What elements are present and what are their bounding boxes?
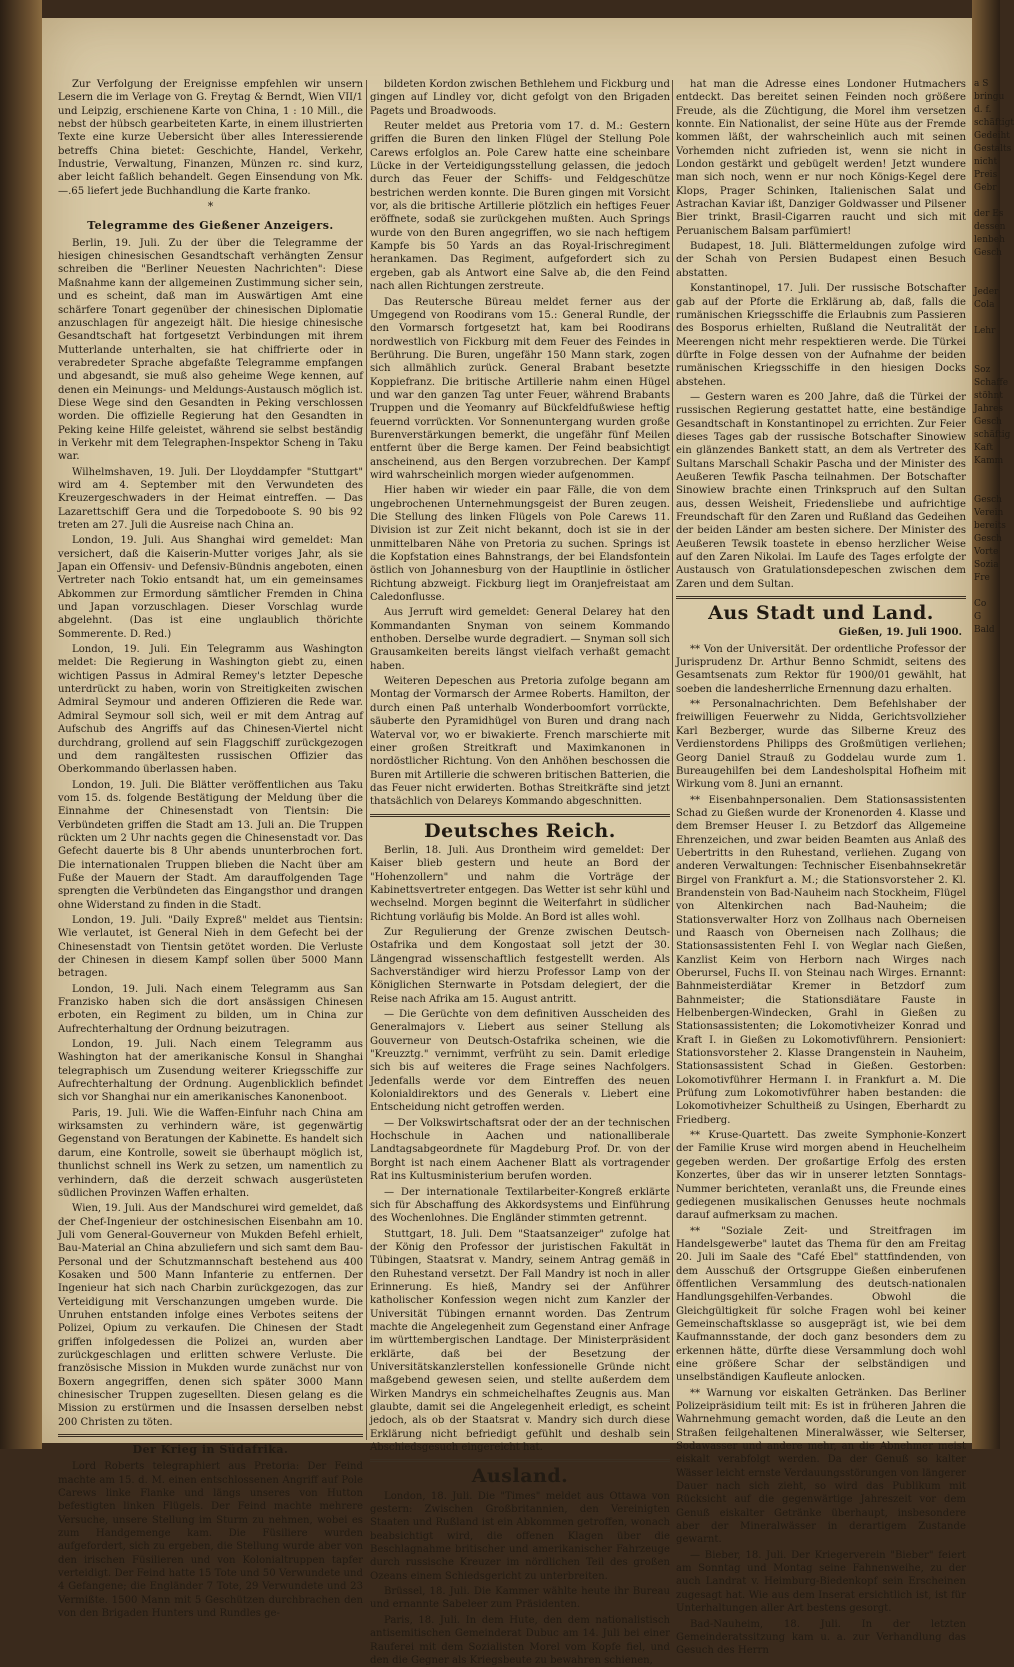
dateline: Gießen, 19. Juli 1900.: [838, 627, 962, 639]
article-paragraph: ** "Soziale Zeit- und Streitfragen im Handelsgewerbe" lautet das Thema für den am Freitag 20. Juli im Saale des "Café Ebel" stattfindenden, von dem Ausschuß der Ortsgruppe Gießen einberufenen öffentlichen Versammlung des deutsch-nationalen Handlungsgehilfen-Verbandes. Obwohl die Gleichgültigkeit für solche Fragen wohl bei keiner Gemeinschaftsklasse so ausgeprägt ist, wie bei dem Kaufmannsstande, der doch ganz besonders dem zu erkennen hätte, dürfte diese Versammlung doch wohl eine größere Schar der selbständigen und unselbständigen Kaufleute anlocken.: [676, 1225, 966, 1384]
article-paragraph: London, 19. Juli. Nach einem Telegramm aus San Franzisko haben sich die dort ansässigen Chinesen erboten, ein Regiment zu bilden, um in China zur Aufrechterhaltung der Ordnung beizutragen.: [58, 983, 363, 1035]
article-paragraph: London, 19. Juli. Aus Shanghai wird gemeldet: Man versichert, daß die Kaiserin-Mutter voriges Jahr, als sie Japan ein Offensiv- und Defensiv-Bündnis angeboten, einen Vertreter nach Tokio entsandt hat, um ein gemeinsames Abkommen zur Ermordung sämtlicher Fremden in China und Japan vorzuschlagen. Dieser Vorschlag wurde abgelehnt. (Das ist eine unglaublich thörichte Sommerente. D. Red.): [58, 535, 363, 640]
article-paragraph: — Bieber, 18. Juli. Der Kriegerverein "Bieber" feiert am Sonntag und Montag seine Fahnenweihe, zu der auch Landrat v. Heimburg-Biedenkopf sein Erscheinen zugesagt hat. Wie aus dem Inserat ersichtlich ist, ist für Unterhaltungen aller Art bestens gesorgt.: [676, 1549, 966, 1615]
peek-line: dessen: [974, 222, 1006, 232]
peek-line: bereits: [974, 521, 1006, 531]
peek-line: Gesch: [974, 248, 1002, 258]
section-heading-stadt-und-land: Aus Stadt und Land.: [708, 602, 934, 625]
article-paragraph: London, 19. Juli. Die Blätter veröffentlichen aus Taku vom 15. ds. folgende Bestätigung der Meldung über die Einnahme der Chinesenstadt von Tientsin: Die Verbündeten griffen die Stadt am 13. Juli an. Die Truppen rückten um 2 Uhr nachts gegen die Chinesenstadt vor. Das Gefecht dauerte bis 8 Uhr abends ununterbrochen fort. Die internationalen Truppen blieben die Nacht über am Fuße der Mauern der Stadt. Am darauffolgenden Tage sprengten die Verbündeten das Eingangsthor und drangen ohne Widerstand zu finden in die Stadt.: [58, 779, 363, 911]
article-paragraph: Paris, 19. Juli. Wie die Waffen-Einfuhr nach China am wirksamsten zu verhindern wäre, ist gegenwärtig Gegenstand von Beratungen der Kabinette. Es handelt sich darum, eine Kontrolle, soweit sie überhaupt möglich ist, thunlichst schnell ins Werk zu setzen, um namentlich zu verhindern, daß die derzeit schwach ausgerüsteten südlichen Provinzen Waffen erhalten.: [58, 1107, 363, 1199]
article-paragraph: Bad-Nauheim, 18. Juli. In der letzten Gemeinderatssitzung kam u. a. zur Verhandlung das Gesuch des Herrn: [676, 1618, 966, 1657]
article-paragraph: London, 19. Juli. Ein Telegramm aus Washington meldet: Die Regierung in Washington giebt zu, einen wichtigen Passus in Admiral Remey's letzter Depesche unterdrückt zu haben, worin von Streitigkeiten zwischen Admiral Seymour und anderen Offizieren die Rede war. Admiral Seymour soll sich, weil er mit dem Antrag auf Aufschub des Angriffs auf das Chinesen-Viertel nicht durchdrang, grollend auf sein Flaggschiff zurückgezogen und dem rangältesten russischen Offizier das Oberkommando überlassen haben.: [58, 644, 363, 776]
article-paragraph: Lord Roberts telegraphiert aus Pretoria: Der Feind machte am 15. d. M. einen entschlossenen Angriff auf Pole Carews linke Flanke und längs unseres von Hutton befestigten linken Flügels. Der Feind machte mehrere Versuche, unsere Stellung im Sturm zu nehmen, wobei es zum Handgemenge kam. Die Füsiliere wurden aufgefordert, sich zu ergeben, die Stellung wurde aber von den irischen Füsilieren und von Kolonialtruppen tapfer verteidigt. Der Feind hatte 15 Tote und 50 Verwundete und 4 Gefangene; die Engländer 7 Tote, 29 Verwundete und 23 Vermißte. 1500 Mann mit 5 Geschützen durchbrachen den von den Brigaden Hunters und Rundles ge-: [58, 1461, 363, 1620]
article-paragraph: Berlin, 19. Juli. Zu der über die Telegramme der hiesigen chinesischen Gesandtschaft verhängten Zensur schreiben die "Berliner Neuesten Nachrichten": Diese Maßnahme kann der allgemeinen Zustimmung sicher sein, und es scheint, daß man im Auswärtigen Amt eine schärfere Tonart gegenüber der chinesischen Diplomatie anzuschlagen für angezeigt hält. Die hiesige chinesische Gesandtschaft hat fortgesetzt Verbindungen mit ihrem Mutterlande unterhalten, sie hat chiffrierte oder in verabredeter Sprache abgefaßte Telegramme empfangen und abgesandt, sie muß also geheime Wege kennen, auf denen ein Meinungs- und Meldungs-Austausch möglich ist. Diese Wege sind den Gesandten in Peking verschlossen worden. Die offizielle Regierung hat den Gesandten in Peking keine Hilfe geleistet, während sie selbst beständig in Verkehr mit dem Telegraphen-Inspektor Scheng in Taku war.: [58, 237, 363, 463]
peek-line: Sozia: [974, 560, 999, 570]
peek-line: [974, 468, 1014, 481]
article-paragraph: London, 19. Juli. "Daily Expreß" meldet aus Tientsin: Wie verlautet, ist General Nieh in dem Gefecht bei der Chinesenstadt von Tientsin getötet worden. Die Verluste der Chinesen in diesem Kampf sollen über 5000 Mann betragen.: [58, 914, 363, 980]
peek-line: bringu: [974, 92, 1005, 102]
article-paragraph: — Der Volkswirtschaftsrat oder der an der technischen Hochschule in Aachen und nationalliberale Landtagsabgeordnete für Magdeburg Prof. Dr. von der Borght ist nach einem Aachener Blatt als vortragender Rat ins Kultusministerium berufen worden.: [370, 1117, 670, 1183]
section-divider: [370, 1459, 670, 1462]
article-paragraph: Das Reutersche Büreau meldet ferner aus der Umgegend von Roodirans vom 15.: General Rundle, der den Vormarsch fortgesetzt hat, kam bei Roodirans nordwestlich von Fickburg mit dem Feuer des Feindes in Berührung. Die Buren, ungefähr 150 Mann stark, zogen sich allmählich zurück. General Brabant besetzte Koppiefranz. Die britische Artillerie nahm einen Hügel und war den ganzen Tag unter Feuer, während Brabants Truppen und die Yeomanry auf Bückfeldfußwiese heftig feuernd vorrückten. Vor Sonnenuntergang wurden große Burenverstärkungen bemerkt, die ungefähr fünf Meilen entfernt über die Berge kamen. Der Feind beabsichtigt anscheinend, aus den Bergen vorzubrechen. Der Kampf wird wahrscheinlich morgen wieder aufgenommen.: [370, 296, 670, 481]
article-paragraph: ** Personalnachrichten. Dem Befehlshaber der freiwilligen Feuerwehr zu Nidda, Gerichtsvollzieher Karl Bezberger, wurde das Silberne Kreuz des Verdienstordens Philipps des Großmütigen verliehen; Georg Daniel Strauß zu Goddelau wurde zum 1. Bureaugehilfen bei dem Landesholspital Hofheim mit Wirkung vom 8. Juni an ernannt.: [676, 699, 966, 791]
peek-line: Jeder: [974, 287, 999, 297]
article-paragraph: Brüssel, 18. Juli. Die Kammer wählte heute ihr Bureau und ernannte Sabeleer zum Präsidenten.: [370, 1586, 670, 1611]
column-1: [58, 78, 363, 1620]
section-heading-ausland: Ausland.: [471, 1465, 569, 1488]
column-rule: [366, 80, 367, 1440]
section-divider: [676, 596, 966, 599]
newspaper-page: [42, 18, 1014, 1666]
peek-line: stöhnt: [974, 391, 1003, 401]
article-paragraph: Hier haben wir wieder ein paar Fälle, die von dem ungebrochenen Unternehmungsgeist der Buren zeugen. Die Stellung des linken Flügels von Pole Carews 11. Division ist zur Zeit nicht bekannt, doch ist sie in der unmittelbaren Nähe von Pretoria zu suchen. Springs ist die Kopfstation eines Bahnstrangs, der bei Elandsfontein östlich von Johannesburg von der Hauptlinie in östlicher Richtung abzweigt. Fickburg liegt im Oranjefreistaat am Caledonflusse.: [370, 485, 670, 604]
peek-line: Gestalts: [974, 144, 1012, 154]
peek-line: [974, 312, 1014, 325]
adjacent-page-fragment: [974, 78, 1014, 1438]
article-paragraph: Budapest, 18. Juli. Blättermeldungen zufolge wird der Schah von Persien Budapest einen Besuch abstatten.: [676, 241, 966, 279]
article-paragraph: Reuter meldet aus Pretoria vom 17. d. M.: Gestern griffen die Buren den linken Flügel der Stellung Pole Carews erfolglos an. Pole Carew hatte eine scheinbare Lücke in der Verteidigungsstellung gelassen, die jedoch durch das Feuer der Schiffs- und Feldgeschütze bestrichen werden konnte. Die Buren gingen mit Vorsicht vor, als die britische Artillerie plötzlich ein heftiges Feuer eröffnete, sodaß sie zurückgehen mußten. Auch Springs wurde von den Buren angegriffen, wo sie nach heftigem Kampfe bis 50 Yards an das Royal-Irischregiment herankamen. Das Regiment, aufgefordert sich zu ergeben, gab als Antwort eine Salve ab, die den Feind nach allen Richtungen zerstreute.: [370, 121, 670, 293]
article-paragraph: Weiteren Depeschen aus Pretoria zufolge begann am Montag der Vormarsch der Armee Roberts. Hamilton, der durch einen Paß unterhalb Wonderboomfort vorrückte, säuberte den Pyramidhügel von Buren und drang nach Waterval vor, wo er biwakierte. French marschierte mit einer großen Streitkraft und Maximkanonen in nordöstlicher Richtung. Von den Anhöhen beschossen die Buren mit Artillerie die schweren britischen Batterien, die das Feuer nicht erwiderten. Bothas Streitkräfte sind jetzt thatsächlich von Delareys Kommando abgeschnitten.: [370, 676, 670, 808]
peek-line: Verein: [974, 508, 1004, 518]
article-paragraph: Aus Jerruft wird gemeldet: General Delarey hat den Kommandanten Snyman von seinem Kommando enthoben. Derselbe wurde degradiert. — Snyman soll sich Grausamkeiten bereits längst vielfach verhaßt gemacht haben.: [370, 607, 670, 672]
peek-line: Vorte: [974, 547, 999, 557]
peek-line: Soz: [974, 365, 991, 375]
peek-line: Cola: [974, 300, 995, 310]
peek-line: Kaft: [974, 443, 994, 453]
article-paragraph: ** Warnung vor eiskalten Getränken. Das Berliner Polizeipräsidium teilt mit: Es ist in früheren Jahren die Wahrnehmung gemacht worden, daß die Leute an den Straßen feilgehaltenen Mineralwässer, wie Selterser, Sodawasser und andere mehr, an die Abnehmer meist eiskalt verabfolgt werden. Da der Genuß so kalter Wässer leicht ernste Verdauungsstörungen von längerer Dauer nach sich zieht, so wird das Publikum mit Rücksicht auf die gegenwärtige Jahreszeit vor dem Genuß eiskalter Getränke überhaupt, insbesondere aber der Mineralwässer in derartigem Zustande gewarnt.: [676, 1387, 966, 1546]
peek-line: schäftig: [974, 430, 1011, 440]
peek-line: Lehr: [974, 326, 996, 336]
peek-line: Gedeiht: [974, 131, 1010, 141]
peek-line: [974, 195, 1014, 208]
article-paragraph: Stuttgart, 18. Juli. Dem "Staatsanzeiger" zufolge hat der König den Professor der juristischen Fakultät in Tübingen, Staatsrat v. Mandry, seinem Antrag gemäß in den Ruhestand versetzt. Der Fall Mandry ist noch in aller Erinnerung. Es hieß, Mandry sei der Anführer katholischer Konfession wegen nicht zum Kanzler der Universität Tübingen ernannt worden. Das Zentrum machte die Angelegenheit zum Gegenstand einer Anfrage im württembergischen Landtage. Der Ministerpräsident erklärte, daß bei der Besetzung der Universitätskanzlerstellen konfessionelle Gründe nicht maßgebend gewesen seien, und stellte außerdem dem Wirken Mandrys ein schmeichelhaftes Zeugnis aus. Man glaubte, damit sei die Angelegenheit erledigt, es scheint jedoch, als ob der Staatsrat v. Mandry sich durch diese Erklärung nicht befriedigt gefühlt und deshalb sein Abschiedsgesuch eingereicht hat.: [370, 1228, 670, 1454]
peek-line: [974, 481, 1014, 494]
peek-line: Co: [974, 599, 987, 609]
peek-line: d. f.: [974, 105, 992, 115]
peek-line: [974, 585, 1014, 598]
peek-line: Kamm: [974, 456, 1004, 466]
article-paragraph: bildeten Kordon zwischen Bethlehem und Fickburg und gingen auf Lindley vor, dicht gefolgt von den Brigaden Pagets und Broadwoods.: [370, 79, 670, 117]
article-paragraph: ** Kruse-Quartett. Das zweite Symphonie-Konzert der Familie Kruse wird morgen abend in Heuchelheim gegeben werden. Der großartige Erfolg des ersten Konzertes, über das wir in unserer letzten Sonntags-Nummer berichteten, veranlaßt uns, die Freunde eines gediegenen musikalischen Genusses heute nochmals darauf aufmerksam zu machen.: [676, 1130, 966, 1222]
article-paragraph: — Der internationale Textilarbeiter-Kongreß erklärte sich für Abschaffung des Akkordsystems und Einführung des Wochenlohnes. Die Engländer stimmten getrennt.: [370, 1186, 670, 1225]
peek-line: [974, 260, 1014, 273]
article-paragraph: Berlin, 18. Juli. Aus Drontheim wird gemeldet: Der Kaiser blieb gestern und heute an Bord der "Hohenzollern" und nahm die Vorträge der Kabinettsvertreter entgegen. Das Wetter ist sehr kühl und wechselnd. Morgen beginnt die Weiterfahrt in südlicher Richtung vorläufig bis Molde. An Bord ist alles wohl.: [370, 844, 670, 923]
article-paragraph: hat man die Adresse eines Londoner Hutmachers entdeckt. Das bereitet seinen Feinden noch größere Freude, als die Züchtigung, die Morel ihm versetzen konnte. Ein Nationalist, der seine Hüte aus der Fremde kommen läßt, der wahrscheinlich auch mit seinen Vorhemden nicht zufrieden ist, wenn sie nicht in London gestärkt und gebügelt werden! Jetzt wundere man sich noch, wenn er nur noch Königs-Kegel dere Klops, Prager Schinken, Italienischen Salat und Astrachan Kaviar ißt, Danziger Goldwasser und Pilsener Bier trinkt, Brasil-Cigarren raucht und sich mit Peruanischem Balsam parfümiert!: [676, 79, 966, 237]
peek-line: lenbeh: [974, 235, 1005, 245]
telegramme-articles: [58, 237, 363, 1429]
article-paragraph: ** Eisenbahnpersonalien. Dem Stationsassistenten Schad zu Gießen wurde der Kronenorden 4. Klasse und dem Bremser Heuser I. zu Betzdorf das Allgemeine Ehrenzeichen, und zwar beiden Beamten aus Anlaß des Uebertritts in den Ruhestand, verliehen. Zugang von anderen Verwaltungen: Technischer Eisenbahnsekretär Birgel von Frankfurt a. M.; die Stationsvorsteher 2. Kl. Brandenstein von Bad-Nauheim nach Stockheim, Flügel von Altenkirchen nach Bad-Nauheim; die Stationsverwalter Horz von Zollhaus nach Oberneisen und Raasch von Oberneisen nach Zollhaus; die Stationsassistenten Fehl I. von Weglar nach Gießen, Kanzlist Keim von Herborn nach Wirges nach Oberursel, Fuchs II. von Steinau nach Wirges. Ernannt: Bahnmeisterdiätar Kremer in Betzdorf zum Bahnmeister; die Stationsdiätare Fauste in Helbenbergen-Windecken, Grahl in Gießen zu Stationsassistenten; die Lokomotivheizer Konrad und Kraft I. in Gießen zu Lokomotivführern. Pensioniert: Stationsvorsteher 2. Klasse Drangenstein in Nauheim, Stationsassistent Schad in Gießen. Gestorben: Lokomotivführer Hermann I. in Frankfurt a. M. Die Prüfung zum Lokomotivführer haben bestanden: die Lokomotivheizer Schultheiß zu Usingen, Eberhardt zu Friedberg.: [676, 794, 966, 1126]
binding-shadow-left: [0, 0, 42, 1449]
peek-line: Bald: [974, 625, 995, 635]
column-rule: [672, 80, 673, 1440]
section-heading-deutsches-reich: Deutsches Reich.: [424, 819, 616, 842]
section-divider: [58, 1434, 363, 1437]
article-paragraph: — Gestern waren es 200 Jahre, daß die Türkei der russischen Regierung gestattet hatte, eine beständige Gesandtschaft in Konstantinopel zu errichten. Zur Feier dieses Tages gab der russische Botschafter Sinowiew ein glänzendes Bankett statt, an dem als Vertreter des Sultans Marschall Schakir Pascha und der Minister des Aeußeren Tewfik Pascha teilnahmen. Der Botschafter Sinowiew brachte einen Trinkspruch auf den Sultan aus, dessen Weisheit, Friedensliebe und aufrichtige Freundschaft für den Zaren und Rußland das Gedeihen der beiden Länder am besten sichere. Der Minister des Aeußeren Tewsik toastete in ebenso herzlicher Weise auf den Zaren Nikolai. Im Laufe des Tages erfolgte der Austausch von Gratulationsdepeschen zwischen dem Zaren und dem Sultan.: [676, 391, 966, 590]
peek-line: Gesch: [974, 534, 1002, 544]
peek-line: a S: [974, 79, 989, 89]
peek-line: Fre: [974, 573, 990, 583]
peek-line: [974, 351, 1014, 364]
peek-line: nicht: [974, 157, 998, 167]
section-heading-krieg-suedafrika: Der Krieg in Südafrika.: [132, 1443, 289, 1457]
article-paragraph: Wilhelmshaven, 19. Juli. Der Lloyddampfer "Stuttgart" wird am 4. September mit den Verwundeten des Kreuzergeschwaders in der Heimat eintreffen. — Das Lazarettschiff Gera und die Torpedoboote S. 90 bis 92 treten am 27. Juli die Ausreise nach China an.: [58, 466, 363, 531]
map-notice: Zur Verfolgung der Ereignisse empfehlen wir unsern Lesern die im Verlage von G. Freytag & Berndt, Wien VII/1 und Leipzig, erschienene Karte von China, 1 : 10 Mill., die nebst der hübsch gearbeiteten Karte, in einem illustrierten Texte eine kurze Uebersicht über alles Interessierende betreffs China bietet: Geschichte, Handel, Verkehr, Industrie, Verwaltung, Finanzen, Münzen rc. sind kurz, aber leicht faßlich behandelt. Gegen Einsendung von Mk. —.65 liefert jede Buchhandlung die Karte franko.: [58, 79, 363, 197]
article-paragraph: ** Von der Universität. Der ordentliche Professor der Jurisprudenz Dr. Arthur Benno Schmidt, seitens des Gesamtsenats zum Rektor für 1900/01 gewählt, hat soeben die landesherrliche Ernennung dazu erhalten.: [676, 643, 966, 695]
peek-line: Gesch: [974, 495, 1002, 505]
peek-line: G: [974, 612, 982, 622]
peek-line: Jahres: [974, 404, 1004, 414]
article-paragraph: Konstantinopel, 17. Juli. Der russische Botschafter gab auf der Pforte die Erklärung ab, daß, falls die rumänischen Kriegsschiffe die Erlaubnis zum Passieren des Bosporus erhielten, Rußland die Neutralität der Meerengen nicht mehr respektieren werde. Die Türkei dürfte in Folge dessen von der Aufnahme der beiden rumänischen Kriegsschiffe in den hiesigen Docks abstehen.: [676, 283, 966, 388]
article-paragraph: — Die Gerüchte von dem definitiven Ausscheiden des Generalmajors v. Liebert aus seiner Stellung als Gouverneur von Deutsch-Ostafrika scheinen, wie die "Kreuzztg." vernimmt, verfrüht zu sein. Damit erledige sich bis auf weiteres die Frage seines Nachfolgers. Jedenfalls werde vor dem Eintreffen des neuen Kolonialdirektors und des Generals v. Liebert eine Entscheidung nicht getroffen werden.: [370, 1009, 670, 1114]
article-paragraph: London, 19. Juli. Nach einem Telegramm aus Washington hat der amerikanische Konsul in Shanghai telegraphisch um Zusendung weiterer Kriegsschiffe zur Aufrechterhaltung der Ordnung. Augenblicklich befindet sich vor Shanghai nur ein amerikanisches Kanonenboot.: [58, 1039, 363, 1104]
article-paragraph: Paris, 18. Juli. In dem Hute, den dem nationalistisch antisemitischen Gemeinderat Dubuc am 14. Juli bei einer Rauferei mit dem Sozialisten Morel vom Kopfe fiel, und den die Gegner als Kriegsbeute zu bewahren schienen,: [370, 1614, 670, 1666]
peek-line: [974, 273, 1014, 286]
peek-line: der Es: [974, 209, 1004, 219]
peek-line: schäftigt: [974, 118, 1014, 128]
peek-line: Gesch: [974, 417, 1002, 427]
peek-line: Schaffe: [974, 378, 1009, 388]
peek-line: Preis: [974, 170, 998, 180]
section-heading-telegramme: Telegramme des Gießener Anzeigers.: [87, 219, 334, 233]
article-paragraph: Zur Regulierung der Grenze zwischen Deutsch-Ostafrika und dem Kongostaat soll jetzt der 30. Längengrad wissenschaftlich festgestellt werden. Als Sachverständiger wird hierzu Professor Lamp von der Königlichen Sternwarte in Potsdam delegiert, der die Reise nach Afrika am 15. August antritt.: [370, 926, 670, 1005]
peek-line: Gebr: [974, 183, 997, 193]
separator-star: *: [207, 200, 214, 214]
article-paragraph: London, 18. Juli. Die "Times" meldet aus Ottawa von gestern: Zwischen Großbritannien, den Vereinigten Staaten und Rußland ist ein Abkommen getroffen, wonach beabsichtigt wird, die offenen Klagen über die Beschlagnahme britischer und amerikanischer Fahrzeuge durch russische Kreuzer im nördlichen Teil des großen Ozeans einem Schiedsgericht zu unterbreiten.: [370, 1490, 670, 1582]
section-divider: [370, 814, 670, 817]
peek-line: [974, 338, 1014, 351]
column-3: [676, 78, 966, 1657]
column-2: [370, 78, 670, 1666]
article-paragraph: Wien, 19. Juli. Aus der Mandschurei wird gemeldet, daß der Chef-Ingenieur der ostchinesischen Eisenbahn am 10. Juli vom General-Gouverneur von Mukden Befehl erhielt, Bau-Material an China abzuliefern und sich samt dem Bau-Personal und der Schutzmannschaft bestehend aus 400 Kosaken und 500 Mann Infanterie zu entfernen. Der Ingenieur hat sich nach Charbin zurückgezogen, das zur Verteidigung mit Verschanzungen umgeben wurde. Die Unruhen entstanden infolge eines Verbotes seitens der Polizei, Opium zu verkaufen. Die Chinesen der Stadt griffen infolgedessen die Polizei an, wurden aber zurückgeschlagen und erlitten schwere Verluste. Die französische Mission in Mukden wurde zunächst nur von Boxern angegriffen, denen sich später 3000 Mann chinesischer Truppen zugesellten. Diesen gelang es die Mission zu erstürmen und die Insassen derselben nebst 200 Christen zu töten.: [58, 1203, 363, 1428]
